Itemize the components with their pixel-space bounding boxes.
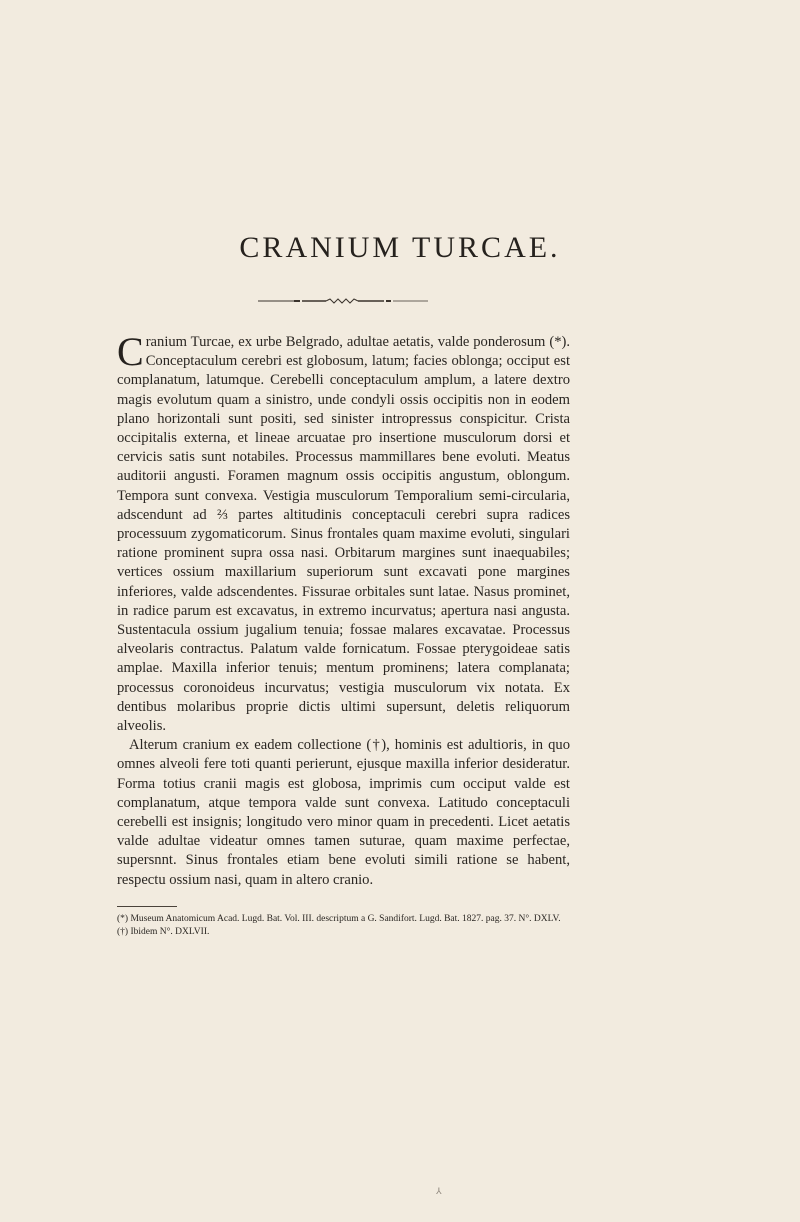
paragraph-1-text: ranium Turcae, ex urbe Belgrado, adultae aetatis, valde ponderosum (*). Conceptaculum cerebri est globosum, latum; facies oblonga; occiput est complanatum, latumque. Cerebelli conceptaculum amplum, a latere dextro magis evolutum quam a sinistro, unde condyli ossis occipitis non in eodem plano horizontali sunt positi, sed sinister intropressus conspicitur. Crista occipitalis externa, et lineae arcuatae pro insertione musculorum dorsi et cervicis satis sunt notabiles. Processus mammillares bene evoluti. Meatus auditorii angusti. Foramen magnum ossis occipitis angustum, oblongum. Tempora sunt convexa. Vestigia musculorum Temporalium semi-circularia, adscendunt ad ⅔ partes altitudinis conceptaculi cerebri supra radices processuum zygomaticorum. Sinus frontales quam maxime evoluti, singulari ratione prominent supra ossa nasi. Orbitarum margines sunt inaequabiles; vertices ossium maxillarium superiorum sunt excavati pone margines inferiores, valde adscendentes. Fissurae orbitales sunt latae. Nasus prominet, in radice parum est excavatus, in extremo incurvatus; apertura nasi angusta. Sustentacula ossium jugalium tenuia; fossae malares excavatae. Processus alveolaris contractus. Palatum valde fornicatum. Fossae pterygoideae satis amplae. Maxilla inferior tenuis; mentum prominens; latera complanata; processus coronoideus incurvatus; vestigia musculorum vix notata. Ex dentibus molaribus proprie dictis ultimi supersunt, deletis reliquorum alveolis. [117,334,570,735]
page-marker: ⅄ [436,1186,442,1196]
main-text [117,329,570,890]
page-title: CRANIUM TURCAE. [239,231,561,264]
footnote-1: (*) Museum Anatomicum Acad. Lugd. Bat. Vol. III. descriptum a G. Sandifort. Lugd. Bat. 1827. pag. 37. N°. DXLV. [117,914,561,924]
footnotes [117,913,570,939]
drop-cap-initial: C [117,329,144,374]
footnote-rule [117,906,177,907]
paragraph-1 [117,329,570,736]
paragraph-2: Alterum cranium ex eadem collectione (†), hominis est adultioris, in quo omnes alveoli fere toti quanti perierunt, ejusque maxilla inferior desideratur. Forma totius cranii magis est globosa, imprimis cum occiput valde est complanatum, atque tempora valde sunt convexa. Latitudo conceptaculi cerebelli est insignis; longitudo vero minor quam in precedenti. Licet aetatis valde adultae videatur omnes tamen suturae, quam maxime perfectae, supersnnt. Sinus frontales etiam bene evoluti simili ratione se habent, respectu ossium nasi, quam in altero cranio. [117,737,570,888]
footnote-2: (†) Ibidem N°. DXLVII. [117,927,210,937]
title-ornament [258,296,428,306]
